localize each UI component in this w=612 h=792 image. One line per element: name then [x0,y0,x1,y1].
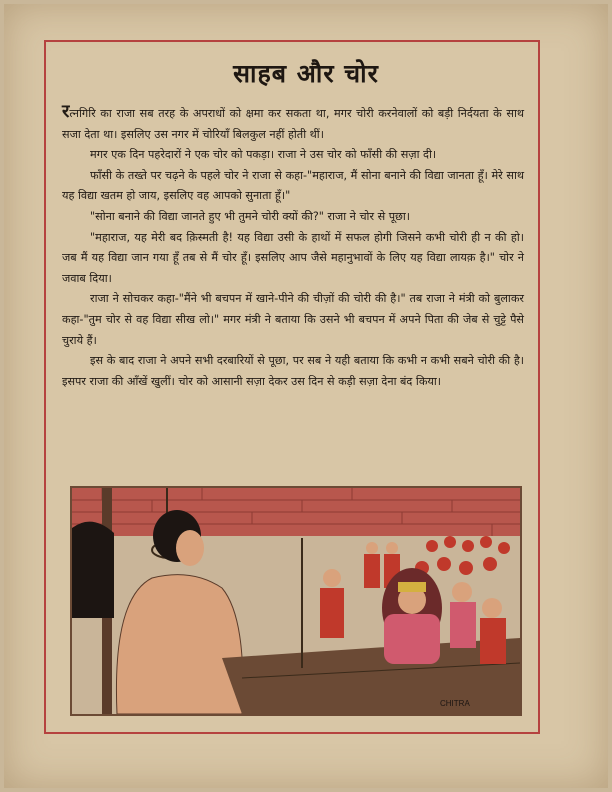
paragraph: इस के बाद राजा ने अपने सभी दरबारियों से पूछा, पर सब ने यही बताया कि कभी न कभी सबने चोरी की है। इसपर राजा की आँखें खुलीं। चोर को आसानी सज़ा देकर उस दिन से कड़ी सज़ा देना बंद किया। [62,354,524,388]
court-scene-image [72,488,520,714]
paragraph: मगर एक दिन पहरेदारों ने एक चोर को पकड़ा। राजा ने उस चोर को फाँसी की सज़ा दी। [90,148,437,162]
paragraph: "सोना बनाने की विद्या जानते हुए भी तुमने चोरी क्यों की?" राजा ने चोर से पूछा। [90,209,411,223]
drop-cap: र [62,101,70,122]
page-title: साहब और चोर [233,59,379,88]
artist-signature: CHITRA [440,699,470,708]
paragraph: रत्नगिरि का राजा सब तरह के अपराधों को क्षमा कर सकता था, मगर चोरी करनेवालों को बड़ी निर्दयता के साथ सजा देता था। इसलिए उस नगर में चोरियाँ बिलकुल नहीं होती थीं। [62,101,524,141]
story-text [62,102,524,392]
paragraph: फाँसी के तख्ते पर चढ़ने के पहले चोर ने राजा से कहा-"महाराज, मैं सोना बनाने की विद्या जानता हूँ। मेरे साथ यह विद्या खतम हो जाय, इसलिए वह आपको सुनाता हूँ।" [62,168,524,203]
paragraph: राजा ने सोचकर कहा-"मैंने भी बचपन में खाने-पीने की चीज़ों की चोरी की है।" तब राजा ने मंत्री को बुलाकर कहा-"तुम चोर से वह विद्या सीख लो।" मगर मंत्री ने बताया कि उसने भी बचपन में अपने पिता की जेब से चुट्टे पैसे चुराये हैं। [62,292,524,347]
paragraph: "महाराज, यह मेरी बद क़िस्मती है! यह विद्या उसी के हाथों में सफल होगी जिसने कभी चोरी ही न की हो। जब मैं यह विद्या जान गया हूँ तब से मैं चोर हूँ। इसलिए आप जैसे महानुभावों के लिए यह विद्या लायक़ है।" चोर ने जवाब दिया। [62,230,524,285]
story-illustration [70,486,522,716]
